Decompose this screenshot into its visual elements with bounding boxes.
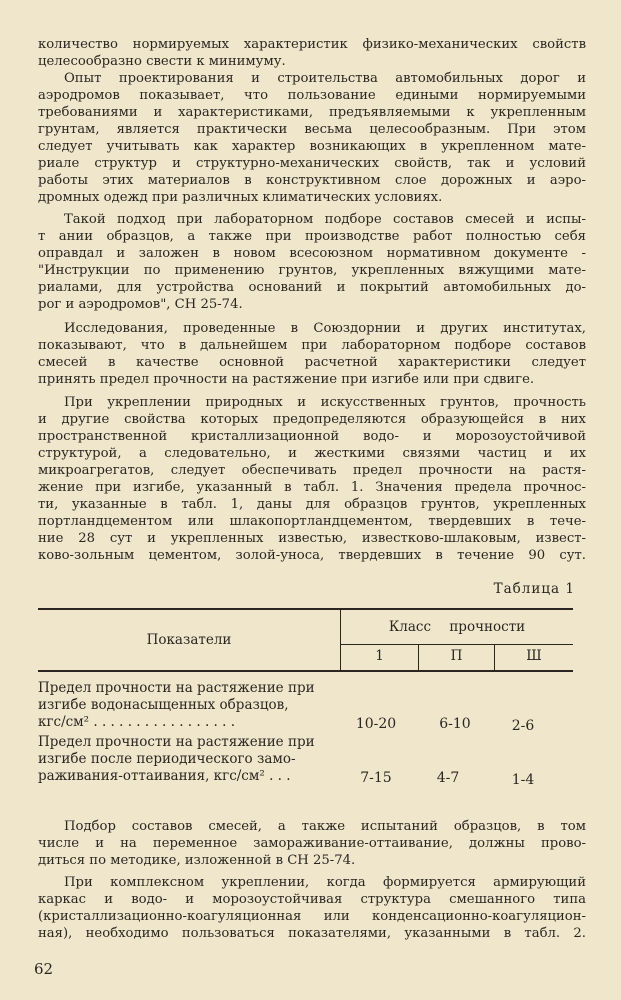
table-value: 4-7: [436, 770, 460, 786]
text-line: пространственной кристаллизационной водо- и морозоустойчивой: [38, 429, 586, 444]
table-header-class-2: П: [450, 648, 463, 664]
table-row-line: изгибе после периодического замо-: [38, 751, 296, 767]
text-line: следует учитывать как характер возникающих в укрепленном мате-: [38, 139, 586, 154]
text-line: "Инструкции по применению грунтов, укрепленных вяжущими мате-: [38, 263, 586, 278]
text-line: аэродромов показывает, что пользование едиными нормируемыми: [38, 88, 586, 103]
text-line: оправдал и заложен в новом всесоюзном нормативном документе -: [38, 246, 586, 261]
paragraph-2: [38, 70, 586, 206]
table-row-line: раживания-оттаивания, кгс/см² . . .: [38, 768, 291, 784]
text-line: микроагрегатов, следует обеспечивать предел прочности на растя-: [38, 463, 586, 478]
table-header-class-3: Ш: [526, 648, 542, 664]
text-line: При укреплении природных и искусственных грунтов, прочность: [64, 395, 586, 410]
text-line: Исследования, проведенные в Союздорнии и других институтах,: [64, 321, 586, 336]
table-row-line: изгибе водонасыщенных образцов,: [38, 697, 289, 713]
table-subheader-rule: [341, 644, 573, 645]
text-line: ти, указанные в табл. 1, даны для образцов грунтов, укрепленных: [38, 497, 586, 512]
text-line: смесей в качестве основной расчетной характеристики следует: [38, 355, 586, 370]
paragraph-5: [38, 394, 586, 564]
text-line: т ании образцов, а также при производстве работ полностью себя: [38, 229, 586, 244]
paragraph-3: [38, 211, 586, 313]
text-line: портландцементом или шлакопортландцементом, твердевших в тече-: [38, 514, 586, 529]
paragraph-7: [38, 874, 586, 942]
text-line: ная), необходимо пользоваться показателями, указанными в табл. 2.: [38, 926, 586, 941]
table-caption: Таблица 1: [493, 581, 575, 597]
paragraph-1: [38, 36, 586, 70]
table-header-class-1: 1: [375, 648, 384, 664]
text-line: риалами, для устройства оснований и покрытий автомобильных до-: [38, 280, 586, 295]
table-header-class: Класс прочности: [388, 619, 526, 635]
text-line: работы этих материалов в конструктивном слое дорожных и аэро-: [38, 173, 586, 188]
table-row-indicator: [38, 734, 338, 785]
text-line: рог и аэродромов", СН 25-74.: [38, 297, 243, 312]
text-line: каркас и водо- и морозоустойчивая структура смешанного типа: [38, 892, 586, 907]
text-line: При комплексном укреплении, когда формируется армирующий: [64, 875, 586, 890]
table-header-bottom-rule: [38, 670, 573, 672]
text-line: показывают, что в дальнейшем при лабораторном подборе составов: [38, 338, 586, 353]
table-value: 1-4: [511, 772, 535, 788]
text-line: структурой, а следовательно, и жесткими связями частиц и их: [38, 446, 586, 461]
page-number: 62: [34, 960, 54, 978]
text-line: грунтам, является практически весьма целесообразным. При этом: [38, 122, 586, 137]
text-line: и другие свойства которых предопределяются образующейся в них: [38, 412, 586, 427]
text-line: количество нормируемых характеристик физико-механических свойств: [38, 37, 586, 52]
table-top-rule: [38, 608, 573, 610]
table-row-line: кгс/см² . . . . . . . . . . . . . . . . .: [38, 714, 235, 730]
text-line: принять предел прочности на растяжение при изгибе или при сдвиге.: [38, 372, 535, 387]
text-line: ково-зольным цементом, золой-уноса, твердевших в течение 90 сут.: [38, 548, 586, 563]
text-line: риале структур и структурно-механических свойств, так и условий: [38, 156, 586, 171]
text-line: Такой подход при лабораторном подборе составов смесей и испы-: [64, 212, 586, 227]
table-row-line: Предел прочности на растяжение при: [38, 734, 315, 750]
text-line: ние 28 сут и укрепленных известью, известково-шлаковым, извест-: [38, 531, 586, 546]
table-value: 2-6: [511, 718, 535, 734]
table-row-line: Предел прочности на растяжение при: [38, 680, 315, 696]
text-line: диться по методике, изложенной в СН 25-74.: [38, 853, 356, 868]
text-line: Опыт проектирования и строительства автомобильных дорог и: [64, 71, 586, 86]
table-header-indicators: Показатели: [146, 632, 232, 648]
table-value: 6-10: [439, 716, 471, 732]
table-value: 10-20: [355, 716, 397, 732]
paragraph-6: [38, 818, 586, 869]
text-line: целесообразно свести к минимуму.: [38, 54, 286, 69]
text-line: жение при изгибе, указанный в табл. 1. Значения предела прочнос-: [38, 480, 586, 495]
text-line: числе и на переменное замораживание-оттаивание, должны прово-: [38, 836, 586, 851]
text-line: требованиями и характеристиками, предъявляемыми к укрепленным: [38, 105, 586, 120]
table-value: 7-15: [360, 770, 392, 786]
paragraph-4: [38, 320, 586, 388]
text-line: Подбор составов смесей, а также испытаний образцов, в том: [64, 819, 586, 834]
text-line: дромных одежд при различных климатических условиях.: [38, 190, 443, 205]
text-line: (кристаллизационно-коагуляционная или конденсационно-коагуляцион-: [38, 909, 586, 924]
table-row-indicator: [38, 680, 338, 731]
